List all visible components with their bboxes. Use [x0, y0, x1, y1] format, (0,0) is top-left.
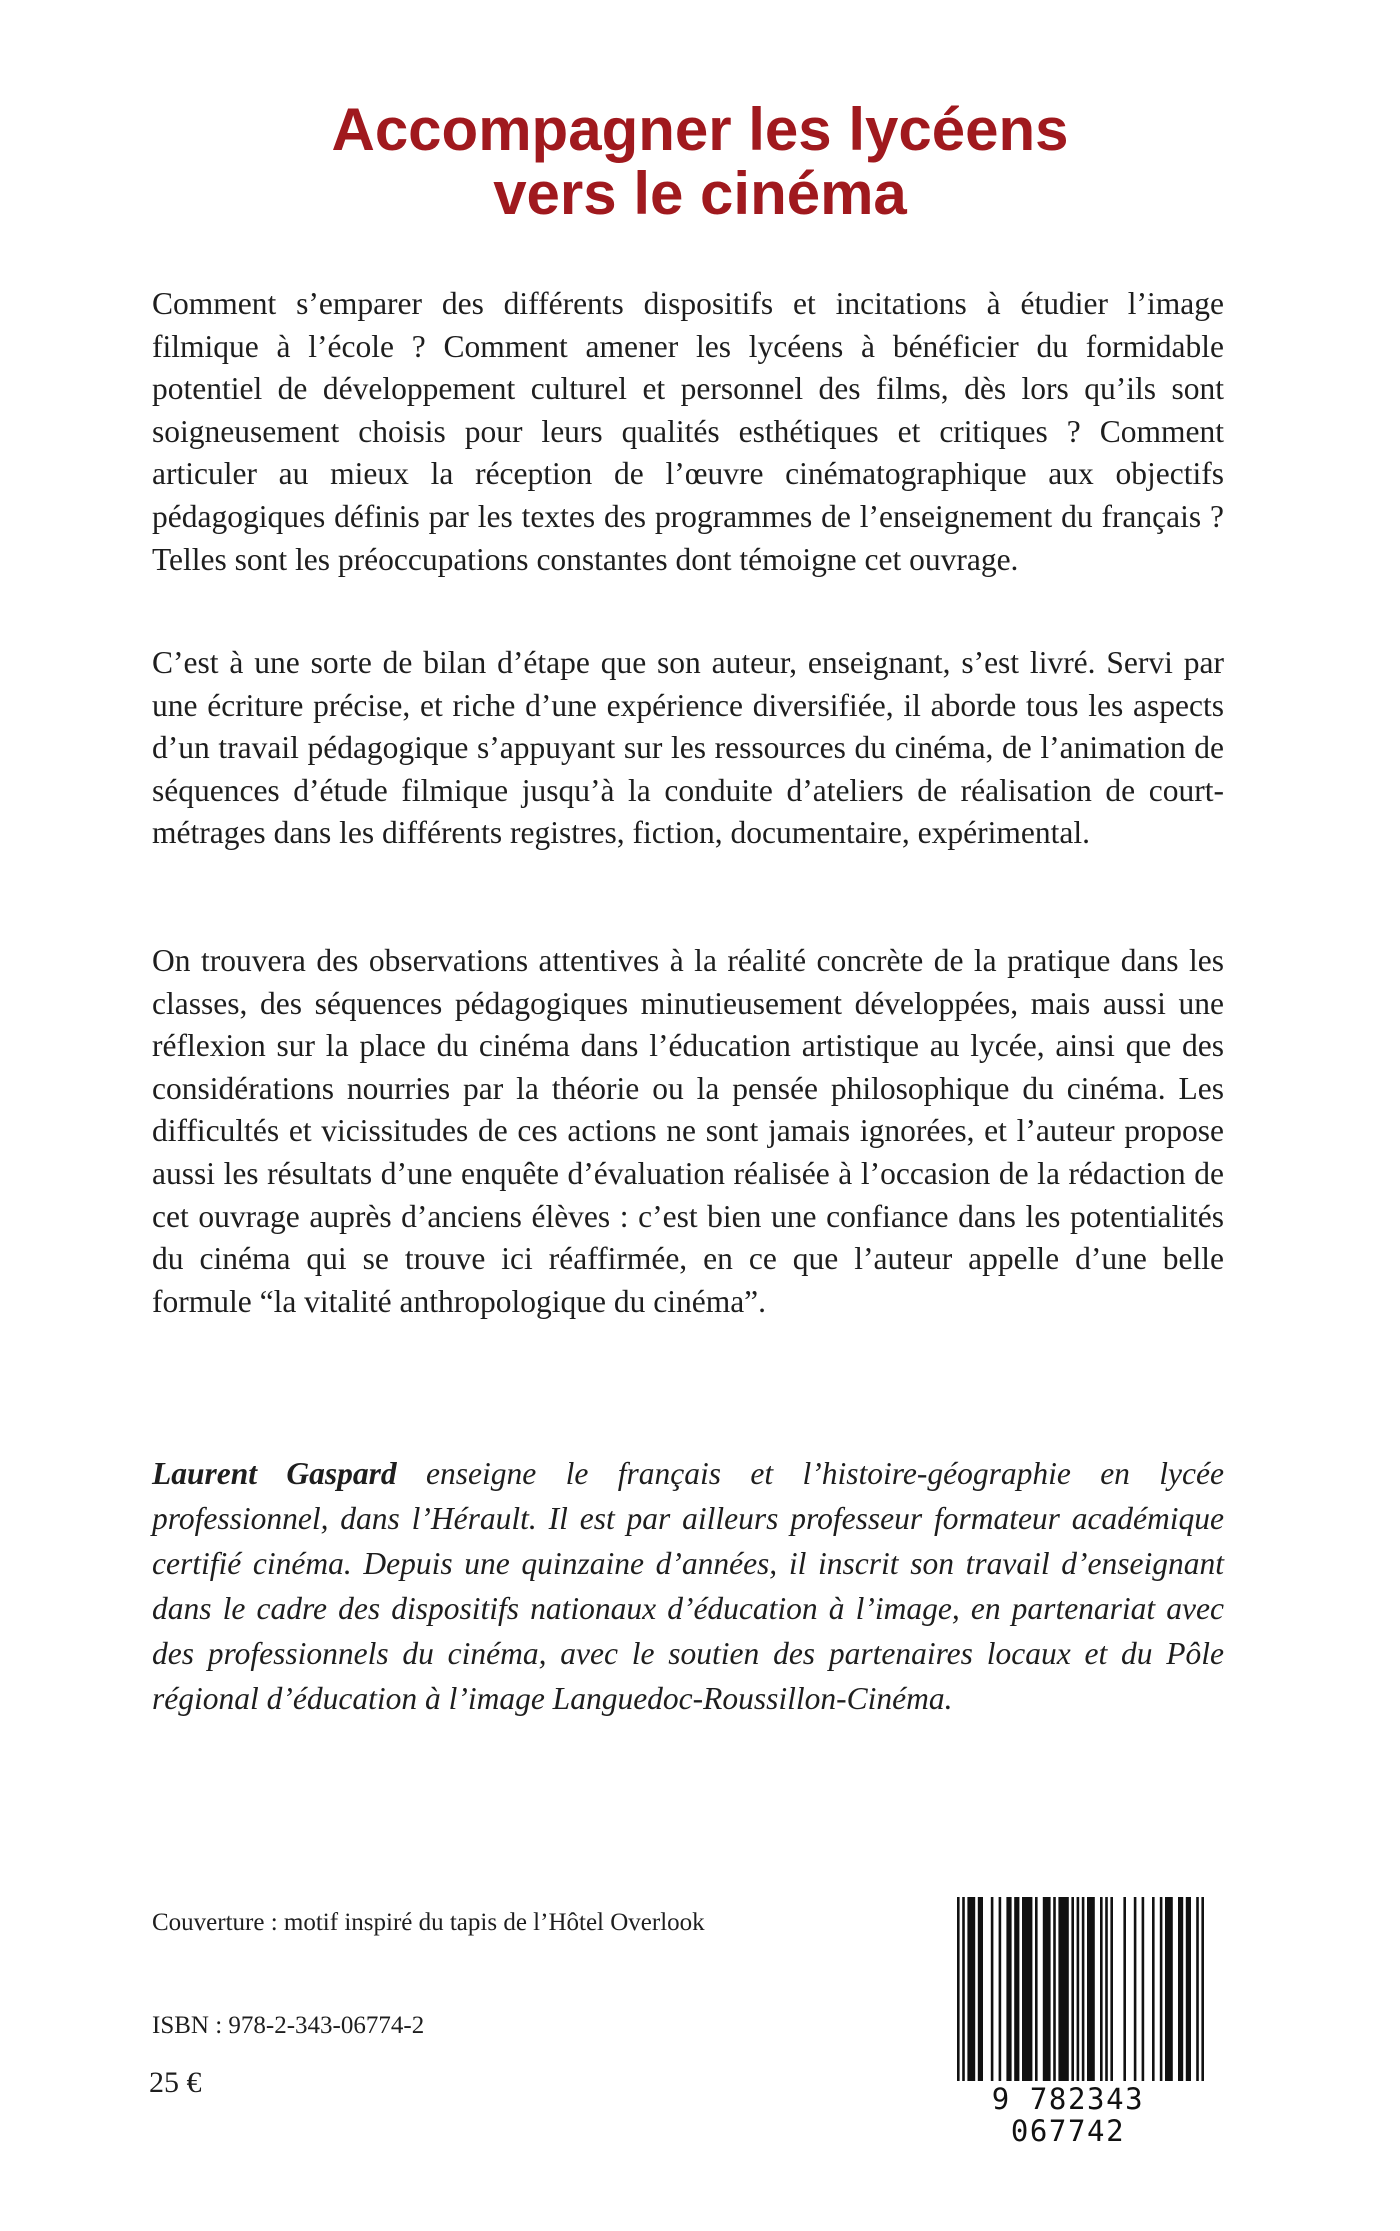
- barcode-bar: [1142, 1897, 1145, 2081]
- barcode-bar: [1022, 1897, 1032, 2081]
- book-title-line-1: Accompagner les lycéens: [331, 96, 1069, 163]
- barcode-guard-bar: [1196, 1897, 1199, 2081]
- blurb-paragraph-3: On trouvera des observations attentives à la réalité concrète de la pratique dans les classes, des séquences pédagogiques minutieusement développées, mais aussi une réflexion sur la place du cinéma dans l’éducation artistique au lycée, ainsi que des considérations nourries par la théorie ou la pensée philosophique du cinéma. Les difficultés et vicissitudes de ces actions ne sont jamais ignorées, et l’auteur propose aussi les résultats d’une enquête d’évaluation réalisée à l’occasion de la rédaction de cet ouvrage auprès d’anciens élèves : c’est bien une confiance dans les potentialités du cinéma qui se trouve ici réaffirmée, en ce que l’auteur appelle d’une belle formule “la vitalité anthropologique du cinéma”.: [152, 943, 1224, 1319]
- barcode-bar: [978, 1897, 983, 2081]
- barcode-bar: [967, 1897, 975, 2081]
- barcode-bar: [1035, 1897, 1038, 2081]
- barcode-guard-bar: [1082, 1897, 1085, 2081]
- barcode-bar: [999, 1897, 1002, 2081]
- barcode-bar: [1123, 1897, 1126, 2081]
- barcode-bar: [1165, 1897, 1173, 2081]
- barcode: [930, 1895, 1206, 2148]
- barcode-bar: [1071, 1897, 1074, 2081]
- barcode-bar: [1100, 1897, 1103, 2081]
- barcode-bar: [1105, 1897, 1108, 2081]
- barcode-bar: [1058, 1897, 1068, 2081]
- barcode-bar: [1152, 1897, 1155, 2081]
- price: 25 €: [149, 2066, 202, 2099]
- book-title-line-2: vers le cinéma: [493, 160, 907, 227]
- author-name: Laurent Gaspard: [152, 1456, 397, 1491]
- barcode-bar: [1014, 1897, 1019, 2081]
- barcode-bar: [1160, 1897, 1163, 2081]
- barcode-bar: [1186, 1897, 1191, 2081]
- cover-credit: Couverture : motif inspiré du tapis de l’Hôtel Overlook: [152, 1909, 705, 1936]
- book-title: [0, 98, 1400, 226]
- barcode-bar: [1006, 1897, 1011, 2081]
- blurb-paragraph-2: C’est à une sorte de bilan d’étape que son auteur, enseignant, s’est livré. Servi par une écriture précise, et riche d’une expérience diversifiée, il aborde tous les aspects d’un travail pédagogique s’appuyant sur les ressources du cinéma, de l’animation de séquences d’étude filmique jusqu’à la conduite d’ateliers de réalisation de court-métrages dans les différents registres, fiction, documentaire, expérimental.: [152, 645, 1224, 851]
- barcode-guard-bar: [957, 1897, 960, 2081]
- barcode-digits: 9 782343 067742: [930, 2083, 1206, 2147]
- blurb-paragraph-1: Comment s’emparer des différents dispositifs et incitations à étudier l’image filmique à l’école ? Comment amener les lycéens à bénéficier du formidable potentiel de développement culturel et personnel des films, dès lors qu’ils sont soigneusement choisis pour leurs qualités esthétiques et critiques ? Comment articuler au mieux la réception de l’œuvre cinématographique aux objectifs pédagogiques définis par les textes des programmes de l’enseignement du français ? Telles sont les préoccupations constantes dont témoigne cet ouvrage.: [152, 286, 1224, 577]
- barcode-guard-bar: [962, 1897, 965, 2081]
- author-bio: [152, 1451, 1224, 1721]
- barcode-guard-bar: [1201, 1897, 1204, 2081]
- author-bio-text: enseigne le français et l’histoire-géographie en lycée professionnel, dans l’Hérault. Il est par ailleurs professeur formateur académique certifié cinéma. Depuis une quinzaine d’années, il inscrit son travail d’enseignant dans le cadre des dispositifs nationaux d’éducation à l’image, en partenariat avec des professionnels du cinéma, avec le soutien des partenaires locaux et du Pôle régional d’éducation à l’image Languedoc-Roussillon-Cinéma.: [152, 1456, 1224, 1716]
- barcode-bar: [1043, 1897, 1051, 2081]
- barcode-bar: [1178, 1897, 1183, 2081]
- barcode-bar: [991, 1897, 994, 2081]
- barcode-bar: [1110, 1897, 1113, 2081]
- barcode-bar: [1134, 1897, 1137, 2081]
- barcode-bar: [1053, 1897, 1056, 2081]
- isbn: ISBN : 978-2-343-06774-2: [152, 2012, 425, 2039]
- barcode-guard-bar: [1077, 1897, 1080, 2081]
- barcode-bar: [1087, 1897, 1095, 2081]
